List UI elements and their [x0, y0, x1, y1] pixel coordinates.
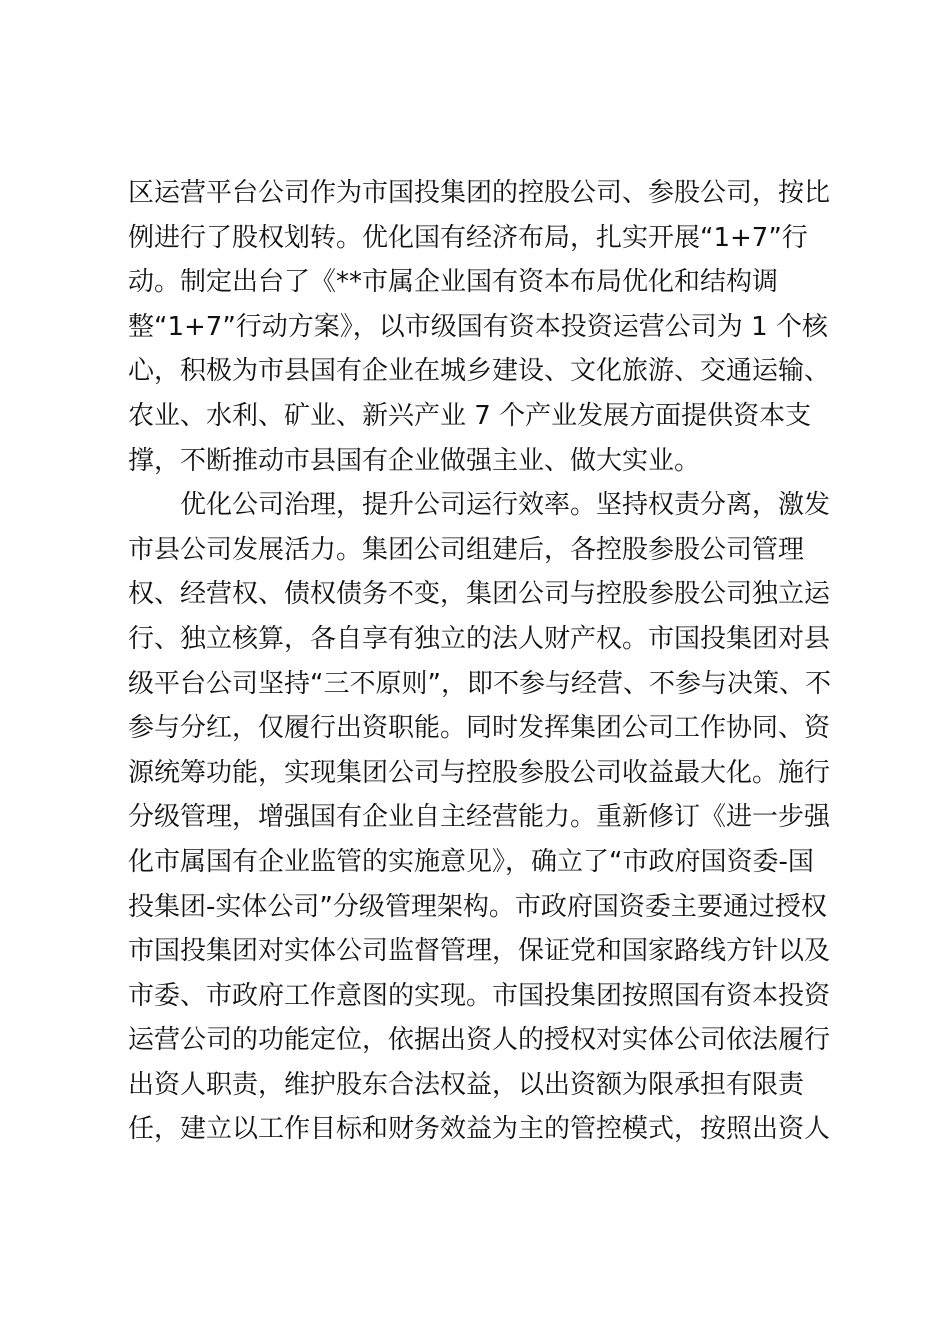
paragraph-1-line-2: 例进行了股权划转。优化国有经济布局，扎实开展“1+7”行	[128, 222, 808, 253]
paragraph-2-line-6: 参与分红，仅履行出资职能。同时发挥集团公司工作协同、资	[128, 713, 831, 744]
paragraph-2-line-3: 权、经营权、债权债务不变，集团公司与控股参股公司独立运	[128, 579, 831, 610]
paragraph-2-line-9: 化市属国有企业监管的实施意见》，确立了“市政府国资委-国	[128, 846, 814, 877]
paragraph-2-line-8: 分级管理，增强国有企业自主经营能力。重新修订《进一步强	[128, 802, 831, 833]
paragraph-2-line-15: 任，建立以工作目标和财务效益为主的管控模式，按照出资人	[128, 1114, 831, 1145]
paragraph-1-line-5: 心，积极为市县国有企业在城乡建设、文化旅游、交通运输、	[128, 356, 831, 387]
paragraph-2-line-7: 源统筹功能，实现集团公司与控股参股公司收益最大化。施行	[128, 757, 831, 788]
paragraph-2-line-10: 投集团-实体公司”分级管理架构。市政府国资委主要通过授权	[128, 891, 827, 922]
paragraph-2-line-13: 运营公司的功能定位，依据出资人的授权对实体公司依法履行	[128, 1025, 831, 1056]
body-text	[128, 171, 831, 1152]
paragraph-1-line-3: 动。制定出台了《**市属企业国有资本布局优化和结构调	[128, 267, 779, 298]
paragraph-2-line-1: 优化公司治理，提升公司运行效率。坚持权责分离，激发	[180, 490, 831, 521]
paragraph-1-line-1: 区运营平台公司作为市国投集团的控股公司、参股公司，按比	[128, 178, 831, 208]
paragraph-2-line-2: 市县公司发展活力。集团公司组建后，各控股参股公司管理	[128, 534, 805, 565]
paragraph-2-line-14: 出资人职责，维护股东合法权益，以出资额为限承担有限责	[128, 1069, 805, 1100]
paragraph-1-line-6: 农业、水利、矿业、新兴产业 7 个产业发展方面提供资本支	[128, 400, 812, 431]
paragraph-1-line-7: 撑，不断推动市县国有企业做强主业、做大实业。	[128, 445, 701, 476]
paragraph-1-line-4: 整“1+7”行动方案》，以市级国有资本投资运营公司为 1 个核	[128, 311, 828, 342]
paragraph-2-line-11: 市国投集团对实体公司监督管理，保证党和国家路线方针以及	[128, 936, 831, 967]
paragraph-2-line-12: 市委、市政府工作意图的实现。市国投集团按照国有资本投资	[128, 980, 831, 1011]
paragraph-2-line-5: 级平台公司坚持“三不原则”，即不参与经营、不参与决策、不	[128, 668, 831, 699]
paragraph-2-line-4: 行、独立核算，各自享有独立的法人财产权。市国投集团对县	[128, 623, 831, 654]
